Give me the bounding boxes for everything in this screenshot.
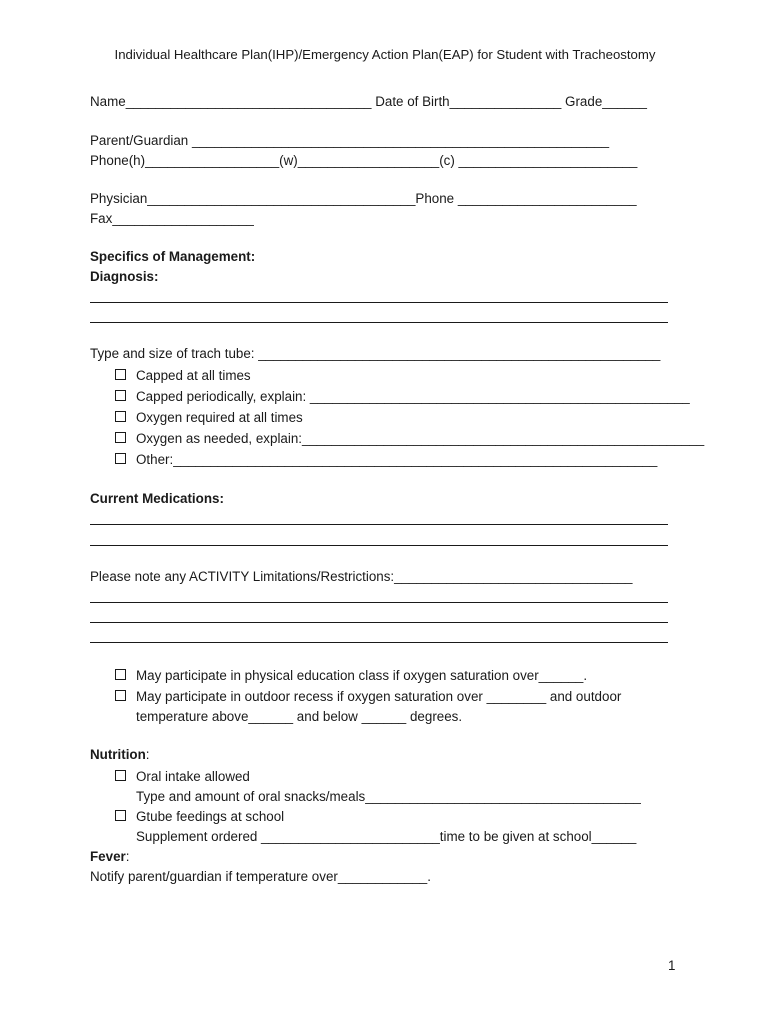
option-outdoor-recess-continued: temperature above______ and below ______ degrees. (136, 709, 463, 724)
oral-snacks-line: Type and amount of oral snacks/meals_____________________________________ (136, 789, 641, 804)
option-capped-all-times: Capped at all times (136, 368, 251, 383)
activity-limitations-line: Please note any ACTIVITY Limitations/Restrictions:________________________________ (90, 569, 633, 584)
physician-line: Physician____________________________________Phone ________________________ (90, 191, 637, 206)
nutrition-colon: : (145, 747, 150, 762)
supplement-line: Supplement ordered ________________________time to be given at school______ (136, 829, 637, 844)
option-gtube: Gtube feedings at school (136, 809, 285, 824)
checkbox-other[interactable] (115, 453, 126, 464)
fever-instruction: Notify parent/guardian if temperature over____________. (90, 869, 431, 884)
trach-type-line: Type and size of trach tube: ______________________________________________________ (90, 346, 661, 361)
page-number: 1 (668, 958, 676, 973)
option-capped-periodically: Capped periodically, explain: ___________________________________________________ (136, 389, 690, 404)
fever-heading-row (90, 849, 129, 865)
checkbox-capped-periodically[interactable] (115, 390, 126, 401)
fever-colon: : (125, 849, 130, 864)
option-oxygen-required: Oxygen required at all times (136, 410, 303, 425)
fax-line: Fax___________________ (90, 211, 254, 226)
diagnosis-blank-line-2 (90, 322, 668, 323)
medications-heading: Current Medications: (90, 491, 224, 506)
checkbox-pe-class[interactable] (115, 669, 126, 680)
activity-blank-line-1 (90, 602, 668, 603)
checkbox-gtube[interactable] (115, 810, 126, 821)
option-outdoor-recess: May participate in outdoor recess if oxygen saturation over ________ and outdoor (136, 689, 622, 704)
nutrition-heading: Nutrition (90, 747, 146, 762)
name-dob-grade-line: Name_________________________________ Date of Birth_______________ Grade______ (90, 94, 647, 109)
nutrition-heading-row (90, 747, 150, 763)
checkbox-oxygen-required[interactable] (115, 411, 126, 422)
checkbox-oral-intake[interactable] (115, 770, 126, 781)
medications-blank-line-1 (90, 524, 668, 525)
option-oxygen-as-needed: Oxygen as needed, explain:______________________________________________________ (136, 431, 705, 446)
option-other: Other:_________________________________________________________________ (136, 452, 658, 467)
diagnosis-label: Diagnosis: (90, 269, 159, 284)
activity-blank-line-2 (90, 622, 668, 623)
activity-blank-line-3 (90, 642, 668, 643)
medications-blank-line-2 (90, 545, 668, 546)
document-title: Individual Healthcare Plan(IHP)/Emergency Action Plan(EAP) for Student with Tracheostomy (114, 47, 656, 62)
parent-guardian-line: Parent/Guardian ________________________________________________________ (90, 133, 610, 148)
checkbox-oxygen-as-needed[interactable] (115, 432, 126, 443)
diagnosis-blank-line-1 (90, 302, 668, 303)
checkbox-outdoor-recess[interactable] (115, 690, 126, 701)
fever-heading: Fever (90, 849, 126, 864)
management-heading: Specifics of Management: (90, 249, 256, 264)
option-pe-class: May participate in physical education class if oxygen saturation over______. (136, 668, 588, 683)
checkbox-capped-all-times[interactable] (115, 369, 126, 380)
phone-line: Phone(h)__________________(w)___________________(c) ________________________ (90, 153, 638, 168)
option-oral-intake: Oral intake allowed (136, 769, 250, 784)
